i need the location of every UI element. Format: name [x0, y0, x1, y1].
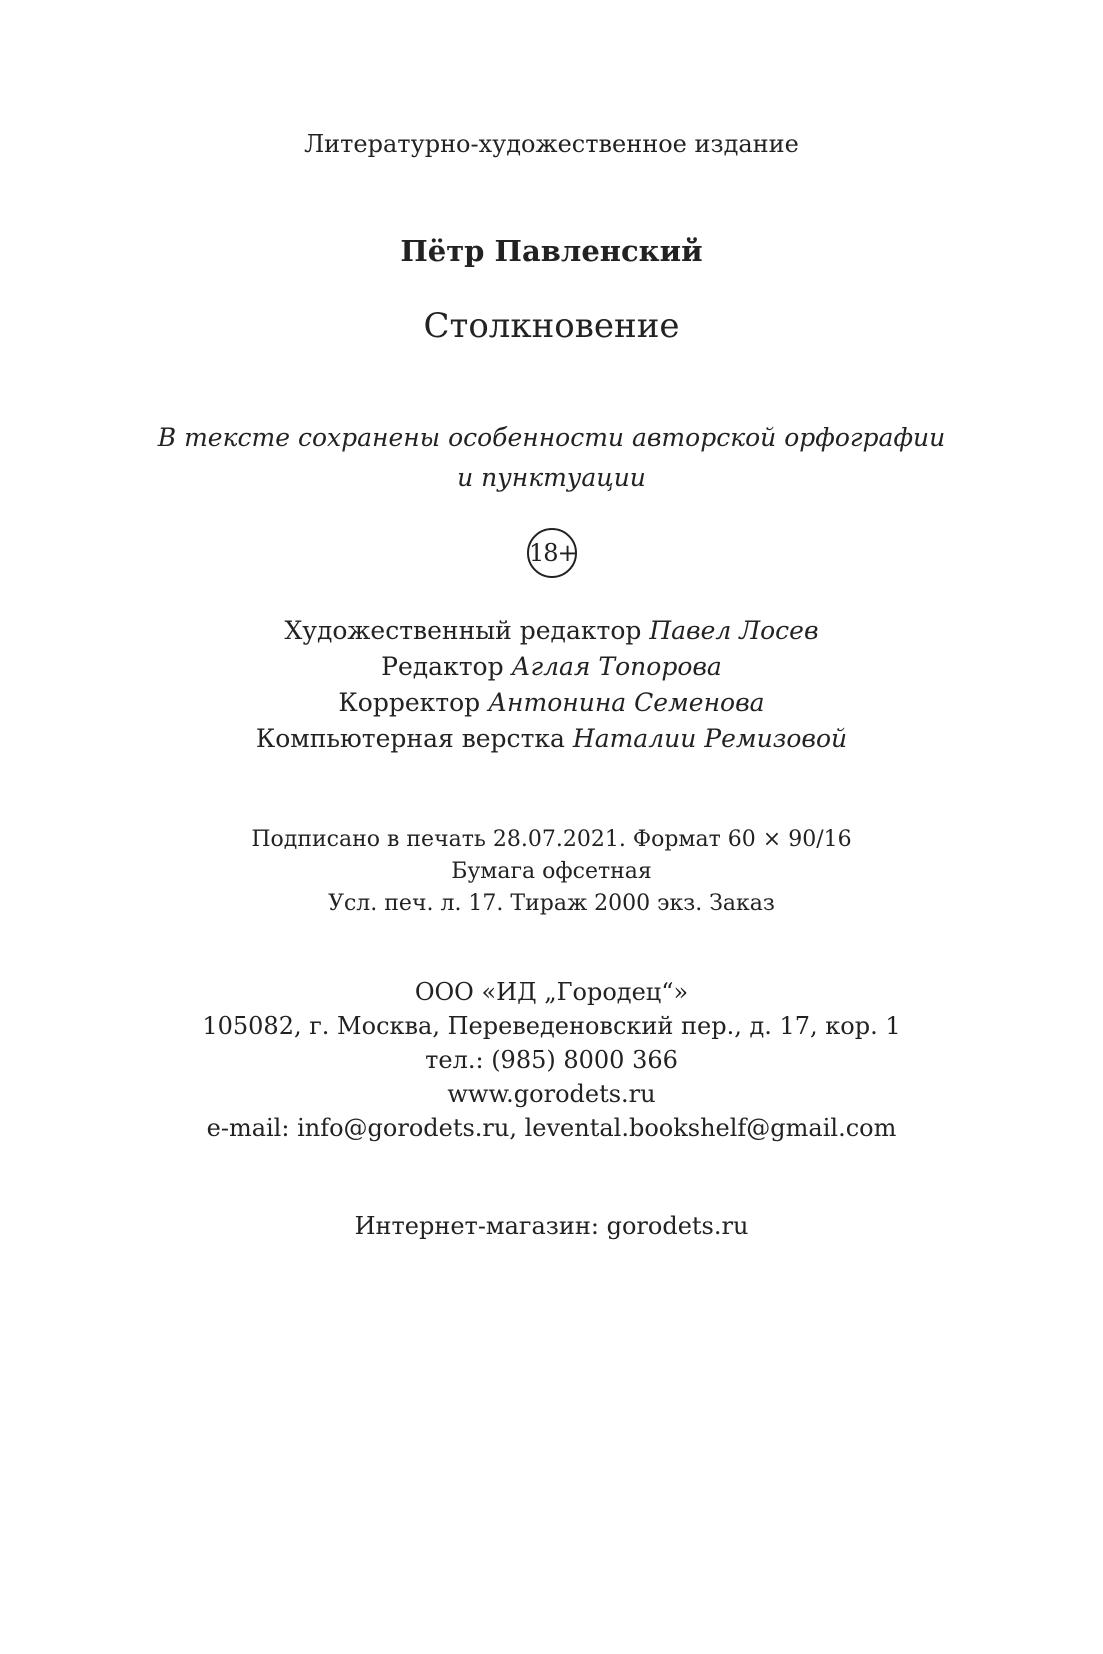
credit-person: Антонина Семенова	[488, 688, 765, 717]
print-paper: Бумага офсетная	[451, 859, 652, 884]
credit-proofreader	[0, 686, 1103, 720]
credit-role: Компьютерная верстка	[255, 724, 565, 753]
credit-person: Аглая Топорова	[511, 652, 722, 681]
publisher-phone: тел.: (985) 8000 366	[425, 1046, 678, 1074]
online-shop: Интернет-магазин: gorodets.ru	[354, 1212, 749, 1240]
author-name: Пётр Павленский	[400, 234, 703, 268]
publisher-email: e-mail: info@gorodets.ru, levental.bookshelf@gmail.com	[206, 1114, 897, 1142]
age-rating-badge: 18+	[527, 528, 577, 578]
credit-editor	[0, 650, 1103, 684]
print-signed-format: Подписано в печать 28.07.2021. Формат 60 × 90/16	[251, 827, 852, 852]
credit-role: Редактор	[381, 652, 504, 681]
credit-role: Корректор	[338, 688, 481, 717]
publisher-name: ООО «ИД „Городец“»	[414, 978, 689, 1006]
spelling-note-line-2: и пунктуации	[457, 463, 646, 492]
credit-person: Павел Лосев	[649, 616, 819, 645]
credit-layout	[0, 722, 1103, 756]
credit-role: Художественный редактор	[284, 616, 642, 645]
print-run: Усл. печ. л. 17. Тираж 2000 экз. Заказ	[328, 891, 775, 916]
edition-type: Литературно-художественное издание	[304, 130, 799, 158]
spelling-note-line-1: В тексте сохранены особенности авторской орфографии	[157, 423, 946, 452]
publisher-website: www.gorodets.ru	[447, 1080, 656, 1108]
credit-art-editor	[0, 614, 1103, 648]
book-title: Столкновение	[423, 306, 680, 346]
publisher-address: 105082, г. Москва, Переведеновский пер., д. 17, кор. 1	[202, 1012, 901, 1040]
credit-person: Наталии Ремизовой	[572, 724, 848, 753]
